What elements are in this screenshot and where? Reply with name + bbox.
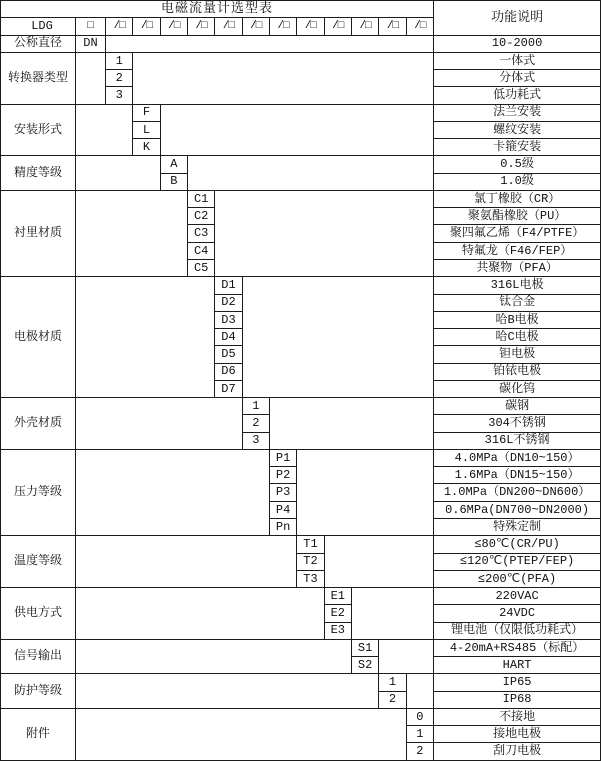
desc-cell: 316L电极 — [434, 277, 601, 294]
group-label-housing-material: 外壳材质 — [1, 398, 76, 450]
spacer-cell — [76, 398, 243, 450]
code-cell: T2 — [297, 553, 324, 570]
group-label-pressure-rating: 压力等级 — [1, 449, 76, 535]
code-cell: 2 — [242, 415, 269, 432]
desc-cell: 4-20mA+RS485（标配） — [434, 639, 601, 656]
spacer-cell — [76, 156, 161, 191]
code-cell: 1 — [379, 674, 406, 691]
desc-cell: ≤200℃(PFA) — [434, 570, 601, 587]
spacer-cell — [242, 277, 433, 398]
model-code-slot: /□ — [187, 18, 214, 35]
spacer-cell — [76, 190, 188, 276]
code-cell: D6 — [215, 363, 242, 380]
code-cell: B — [160, 173, 187, 190]
desc-cell: 聚四氟乙烯（F4/PTFE） — [434, 225, 601, 242]
desc-cell: 共聚物（PFA） — [434, 259, 601, 276]
desc-cell: 220VAC — [434, 588, 601, 605]
desc-cell: 哈B电极 — [434, 311, 601, 328]
code-cell: C2 — [187, 208, 214, 225]
spacer-cell — [76, 674, 379, 709]
model-prefix: LDG — [1, 18, 76, 35]
desc-cell: 接地电极 — [434, 726, 601, 743]
code-cell: 1 — [242, 398, 269, 415]
code-cell: D2 — [215, 294, 242, 311]
code-cell: C1 — [187, 190, 214, 207]
model-code-slot: /□ — [160, 18, 187, 35]
group-label-accessories: 附件 — [1, 708, 76, 760]
desc-cell: 1.0级 — [434, 173, 601, 190]
table-title: 电磁流量计选型表 — [1, 1, 434, 18]
desc-cell: 碳化钨 — [434, 380, 601, 397]
spacer-cell — [76, 277, 215, 398]
spacer-cell — [76, 639, 352, 674]
function-column-header: 功能说明 — [434, 1, 601, 36]
desc-cell: 304不锈钢 — [434, 415, 601, 432]
code-cell: 3 — [242, 432, 269, 449]
desc-cell: 10-2000 — [434, 35, 601, 52]
code-cell: D3 — [215, 311, 242, 328]
spacer-cell — [187, 156, 433, 191]
desc-cell: IP65 — [434, 674, 601, 691]
group-label-lining-material: 衬里材质 — [1, 190, 76, 276]
code-cell: C5 — [187, 259, 214, 276]
desc-cell: 法兰安装 — [434, 104, 601, 121]
code-cell: 0 — [406, 708, 433, 725]
desc-cell: 钽电极 — [434, 346, 601, 363]
desc-cell: 刮刀电极 — [434, 743, 601, 760]
code-cell: S1 — [351, 639, 378, 656]
code-cell: P4 — [269, 501, 296, 518]
code-cell: 2 — [379, 691, 406, 708]
group-label-protection-rating: 防护等级 — [1, 674, 76, 709]
desc-cell: 24VDC — [434, 605, 601, 622]
model-code-slot: /□ — [351, 18, 378, 35]
spacer-cell — [351, 588, 433, 640]
code-cell: C3 — [187, 225, 214, 242]
desc-cell: 1.6MPa（DN15~150） — [434, 467, 601, 484]
spacer-cell — [76, 449, 270, 535]
code-cell: D7 — [215, 380, 242, 397]
code-cell: T3 — [297, 570, 324, 587]
desc-cell: ≤80℃(CR/PU) — [434, 536, 601, 553]
spacer-cell — [297, 449, 434, 535]
code-cell: 2 — [106, 70, 133, 87]
desc-cell: 4.0MPa（DN10~150） — [434, 449, 601, 466]
group-label-electrode-material: 电极材质 — [1, 277, 76, 398]
desc-cell: ≤120℃(PTEP/FEP) — [434, 553, 601, 570]
model-code-slot: /□ — [242, 18, 269, 35]
group-label-installation-type: 安装形式 — [1, 104, 76, 156]
group-label-signal-output: 信号输出 — [1, 639, 76, 674]
code-cell: Pn — [269, 518, 296, 535]
code-cell: S2 — [351, 657, 378, 674]
model-code-slot: /□ — [324, 18, 351, 35]
code-cell: K — [133, 139, 160, 156]
spacer-cell — [76, 52, 106, 104]
code-cell: T1 — [297, 536, 324, 553]
code-cell: 2 — [406, 743, 433, 760]
desc-cell: 铂铱电极 — [434, 363, 601, 380]
code-cell: F — [133, 104, 160, 121]
code-cell: L — [133, 121, 160, 138]
model-code-slot: /□ — [215, 18, 242, 35]
code-cell: 1 — [406, 726, 433, 743]
model-code-slot: /□ — [379, 18, 406, 35]
spacer-cell — [269, 398, 433, 450]
code-cell: D1 — [215, 277, 242, 294]
code-cell: E1 — [324, 588, 351, 605]
model-code-slot: /□ — [297, 18, 324, 35]
desc-cell: 特氟龙（F46/FEP） — [434, 242, 601, 259]
desc-cell: 1.0MPa（DN200~DN600） — [434, 484, 601, 501]
spacer-cell — [76, 104, 133, 156]
desc-cell: 0.6MPa(DN700~DN2000) — [434, 501, 601, 518]
desc-cell: 氯丁橡胶（CR） — [434, 190, 601, 207]
spacer-cell — [106, 35, 434, 52]
spacer-cell — [133, 52, 434, 104]
spacer-cell — [379, 639, 434, 674]
code-cell: 3 — [106, 87, 133, 104]
code-cell: A — [160, 156, 187, 173]
spacer-cell — [76, 708, 407, 760]
desc-cell: 钛合金 — [434, 294, 601, 311]
spacer-cell — [324, 536, 433, 588]
desc-cell: 聚氨酯橡胶（PU） — [434, 208, 601, 225]
desc-cell: 不接地 — [434, 708, 601, 725]
desc-cell: 螺纹安装 — [434, 121, 601, 138]
code-cell: P1 — [269, 449, 296, 466]
spacer-cell — [215, 190, 434, 276]
model-code-first-slot: □ — [76, 18, 106, 35]
group-label-temperature-rating: 温度等级 — [1, 536, 76, 588]
code-cell: C4 — [187, 242, 214, 259]
desc-cell: 0.5级 — [434, 156, 601, 173]
group-label-converter-type: 转换器类型 — [1, 52, 76, 104]
group-label-accuracy-class: 精度等级 — [1, 156, 76, 191]
desc-cell: 卡箍安装 — [434, 139, 601, 156]
spacer-cell — [76, 536, 297, 588]
spacer-cell — [160, 104, 433, 156]
desc-cell: 特殊定制 — [434, 518, 601, 535]
group-label-power-supply: 供电方式 — [1, 588, 76, 640]
model-code-slot: /□ — [269, 18, 296, 35]
desc-cell: 一体式 — [434, 52, 601, 69]
code-cell: D4 — [215, 329, 242, 346]
code-cell: 1 — [106, 52, 133, 69]
desc-cell: IP68 — [434, 691, 601, 708]
model-code-slot: /□ — [406, 18, 433, 35]
model-code-slot: /□ — [106, 18, 133, 35]
code-cell: D5 — [215, 346, 242, 363]
desc-cell: HART — [434, 657, 601, 674]
model-code-slot: /□ — [133, 18, 160, 35]
code-cell: P3 — [269, 484, 296, 501]
desc-cell: 碳钢 — [434, 398, 601, 415]
spacer-cell — [76, 588, 325, 640]
code-cell: DN — [76, 35, 106, 52]
code-cell: P2 — [269, 467, 296, 484]
desc-cell: 分体式 — [434, 70, 601, 87]
desc-cell: 锂电池（仅限低功耗式） — [434, 622, 601, 639]
spacer-cell — [406, 674, 433, 709]
desc-cell: 哈C电极 — [434, 329, 601, 346]
desc-cell: 低功耗式 — [434, 87, 601, 104]
group-label-nominal-diameter: 公称直径 — [1, 35, 76, 52]
code-cell: E3 — [324, 622, 351, 639]
desc-cell: 316L不锈钢 — [434, 432, 601, 449]
code-cell: E2 — [324, 605, 351, 622]
